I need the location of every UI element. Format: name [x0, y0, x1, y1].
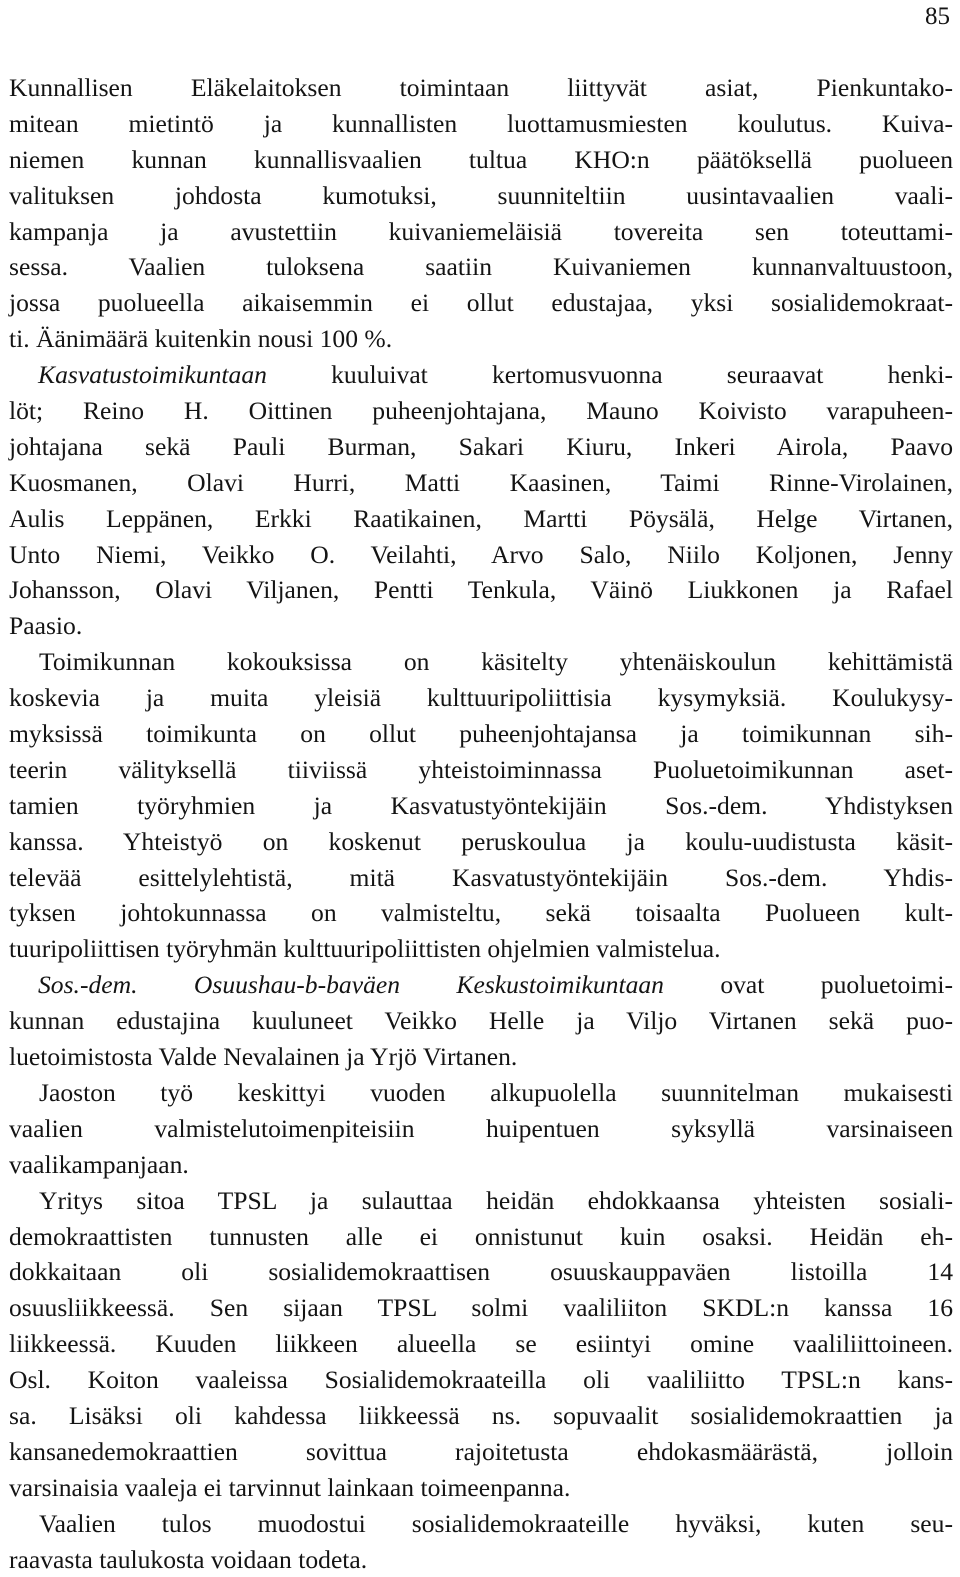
text-line: Jaoston työ keskittyi vuoden alkupuolella suunnitelman mukaisesti [39, 1077, 953, 1107]
text-line: kanssa. Yhteistyö on koskenut peruskoulua ja koulu-uudistusta käsit- [9, 826, 953, 856]
text-line: raavasta taulukosta voidaan todeta. [9, 1544, 368, 1574]
paragraph-7 [9, 1506, 953, 1577]
text-line: demokraattisten tunnusten alle ei onnistunut kuin osaksi. Heidän eh- [9, 1221, 953, 1251]
text-line: osuusliikkeessä. Sen sijaan TPSL solmi vaaliliiton SKDL:n kanssa 16 [9, 1293, 953, 1323]
text-line: Osl. Koiton vaaleissa Sosialidemokraateilla oli vaaliliitto TPSL:n kans- [9, 1365, 953, 1395]
text-line: johtajana sekä Pauli Burman, Sakari Kiuru, Inkeri Airola, Paavo [9, 431, 953, 461]
text-line [9, 967, 953, 1003]
paragraph-3 [9, 644, 953, 967]
text-line: sessa. Vaalien tuloksena saatiin Kuivaniemen kunnanvaltuustoon, [9, 252, 953, 282]
text-line [9, 357, 953, 393]
text-line: teerin välityksellä tiiviissä yhteistoiminnassa Puoluetoimikunnan aset- [9, 754, 953, 784]
text-span: kuuluivat kertomusvuonna seuraavat henki- [266, 360, 953, 390]
text-line: tuuripoliittisen työryhmän kulttuuripoliittisten ohjelmien valmistelua. [9, 934, 721, 964]
text-span: ovat puoluetoimi- [663, 970, 953, 1000]
text-line: myksissä toimikunta on ollut puheenjohtajansa ja toimikunnan sih- [9, 719, 953, 749]
paragraph-5 [9, 1075, 953, 1183]
text-line: Aulis Leppänen, Erkki Raatikainen, Martti Pöysälä, Helge Virtanen, [9, 503, 953, 533]
paragraph-6 [9, 1183, 953, 1506]
text-line: dokkaitaan oli sosialidemokraattisen osuuskauppaväen listoilla 14 [9, 1257, 953, 1287]
text-line: Yritys sitoa TPSL ja sulauttaa heidän ehdokkaansa yhteisten sosiali- [39, 1185, 953, 1215]
page-number: 85 [925, 3, 950, 30]
text-line: vaalien valmistelutoimenpiteisiin huipentuen syksyllä varsinaiseen [9, 1113, 953, 1143]
text-line: vaalikampanjaan. [9, 1149, 189, 1179]
text-line: Kuosmanen, Olavi Hurri, Matti Kaasinen, Taimi Rinne-Virolainen, [9, 467, 953, 497]
text-line: kampanja ja avustettiin kuivaniemeläisiä tovereita sen toteuttami- [9, 216, 953, 246]
text-line: koskevia ja muita yleisiä kulttuuripoliittisia kysymyksiä. Koulukysy- [9, 683, 953, 713]
text-line: Toimikunnan kokouksissa on käsitelty yhtenäiskoulun kehittämistä [39, 647, 953, 677]
text-line: televää esittelylehtistä, mitä Kasvatustyöntekijäin Sos.-dem. Yhdis- [9, 862, 953, 892]
text-line: Johansson, Olavi Viljanen, Pentti Tenkula, Väinö Liukkonen ja Rafael [9, 575, 953, 605]
text-line: tamien työryhmien ja Kasvatustyöntekijäin Sos.-dem. Yhdistyksen [9, 790, 953, 820]
text-line: liikkeessä. Kuuden liikkeen alueella se esiintyi omine vaaliliittoineen. [9, 1329, 953, 1359]
text-line: tyksen johtokunnassa on valmisteltu, sekä toisaalta Puolueen kult- [9, 898, 953, 928]
text-line: Paasio. [9, 611, 83, 641]
text-line: luetoimistosta Valde Nevalainen ja Yrjö Virtanen. [9, 1042, 518, 1072]
paragraph-2 [9, 357, 953, 644]
text-line: ti. Äänimäärä kuitenkin nousi 100 %. [9, 324, 393, 354]
text-line: varsinaisia vaaleja ei tarvinnut lainkaan toimeenpanna. [9, 1472, 571, 1502]
text-line: sa. Lisäksi oli kahdessa liikkeessä ns. sopuvaalit sosialidemokraattien ja [9, 1400, 953, 1430]
text-line: Unto Niemi, Veikko O. Veilahti, Arvo Salo, Niilo Koljonen, Jenny [9, 539, 953, 569]
italic-heading: Kasvatustoimikuntaan [38, 360, 267, 390]
text-line: kunnan edustajina kuuluneet Veikko Helle ja Viljo Virtanen sekä puo- [9, 1006, 953, 1036]
paragraph-1 [9, 70, 953, 357]
text-line: jossa puolueella aikaisemmin ei ollut edustajaa, yksi sosialidemokraat- [9, 288, 953, 318]
text-line: Vaalien tulos muodostui sosialidemokraateille hyväksi, kuten seu- [39, 1508, 953, 1538]
text-line: valituksen johdosta kumotuksi, suunniteltiin uusintavaalien vaali- [9, 180, 953, 210]
text-line: löt; Reino H. Oittinen puheenjohtajana, Mauno Koivisto varapuheen- [9, 396, 953, 426]
text-line: mitean mietintö ja kunnallisten luottamusmiesten koulutus. Kuiva- [9, 108, 953, 138]
italic-heading: Sos.-dem. Osuushau-b-baväen Keskustoimikuntaan [38, 970, 664, 1000]
text-line: Kunnallisen Eläkelaitoksen toimintaan liittyvät asiat, Pienkuntako- [9, 73, 953, 102]
paragraph-4 [9, 967, 953, 1075]
text-line: kansanedemokraattien sovittua rajoitetusta ehdokasmäärästä, jolloin [9, 1436, 953, 1466]
text-line: niemen kunnan kunnallisvaalien tultua KHO:n päätöksellä puolueen [9, 144, 953, 174]
body-text [9, 70, 953, 1577]
